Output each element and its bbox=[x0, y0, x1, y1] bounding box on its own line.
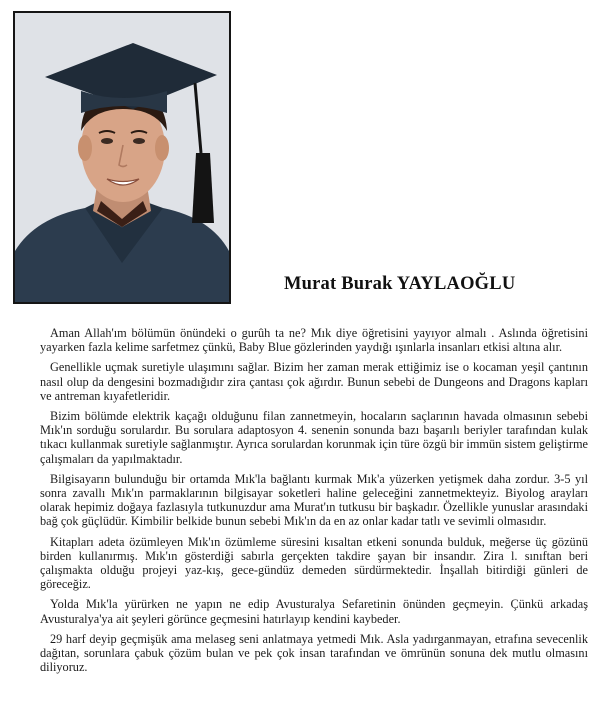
bio-paragraph: 29 harf deyip geçmişük ama melaseg seni anlatmaya yetmedi Mık. Asla yadırganmayan, etrafına sevecenlik dağıtan, sorunlara çabuk çözüm bulan ve pek çok insan tarafından ve ömrünün sonuna dek mutlu olmasını diliyoruz. bbox=[40, 631, 588, 675]
graduation-photo bbox=[13, 11, 231, 304]
bio-paragraph: Bizim bölümde elektrik kaçağı olduğunu filan zannetmeyin, hocaların saçlarının havada olmasının sebebi Mık'ın sorduğu sorulardır. Bu sorulara adaptosyon 4. senenin sonunda bazı başarılı beriyler tarafından kulak tıkacı kullanmak suretiyle sağlanmıştır. Ayrıca sorulardan korunmak için türe özgü bir immün sistem geliştirme çalışmaları da yapılmaktadır. bbox=[40, 409, 589, 466]
bio-paragraph: Aman Allah'ım bölümün önündeki o gurûh ta ne? Mık diye öğretisini yayıyor almalı . Aslında öğretisini yayarken fazla kelime sarfetmez çünkü, Baby Blue gözlerinden yaydığı ışınlarla insanları etkisi altına alır. bbox=[40, 326, 588, 355]
bio-paragraph: Bilgisayarın bulunduğu bir ortamda Mık'la bağlantı kurmak Mık'a yüzerken yetişmek daha zordur. 3-5 yıl sonra zavallı Mık'ın parmaklarının bilgisayar soketleri haline geleceğini zannetmekteyiz. Biyolog arayları olarak hepimiz doğaya fazlasıyla tutkunuzdur ama Murat'ın tutkusu bir başkadır. Özellikle yunuslar arasındaki bağ çok güçlüdür. Kimbilir belkide bunun sebebi Mık'ın da en az onlar kadar tatlı ve sevimli olmasıdır. bbox=[40, 471, 588, 529]
student-name: Murat Burak YAYLAOĞLU bbox=[284, 274, 516, 294]
bio-text bbox=[40, 326, 588, 680]
bio-paragraph: Kitapları adeta özümleyen Mık'ın özümleme süresini kısaltan etkeni sonunda bulduk, meğerse üç gözünü birden kullanırmış. Mık'ın gösterdiği sabırla gerçekten takdire şayan bir insandır. Zira l. sınıftan beri çalışmakta olduğu projeyi yaz-kış, gece-gündüz demeden sürdürmektedir. İnşallah bitirdiği günleri de göreceğiz. bbox=[40, 534, 588, 592]
bio-paragraph: Genellikle uçmak suretiyle ulaşımını sağlar. Bizim her zaman merak ettiğimiz ise o kocaman yeşil çantının nasıl olup da dengesini bozmadığıdır zira çantası çok ağırdır. Bunun sebebi de Dungeons and Dragons kapları ve antreman kıyafetleridir. bbox=[40, 360, 588, 403]
bio-paragraph: Yolda Mık'la yürürken ne yapın ne edip Avusturalya Sefaretinin önünden geçmeyin. Çünkü arkadaş Avusturalya'ya ait şeyleri görünce geçmesini hatırlayıp kendini kaybeder. bbox=[40, 597, 588, 626]
graduation-portrait-icon bbox=[15, 13, 229, 302]
